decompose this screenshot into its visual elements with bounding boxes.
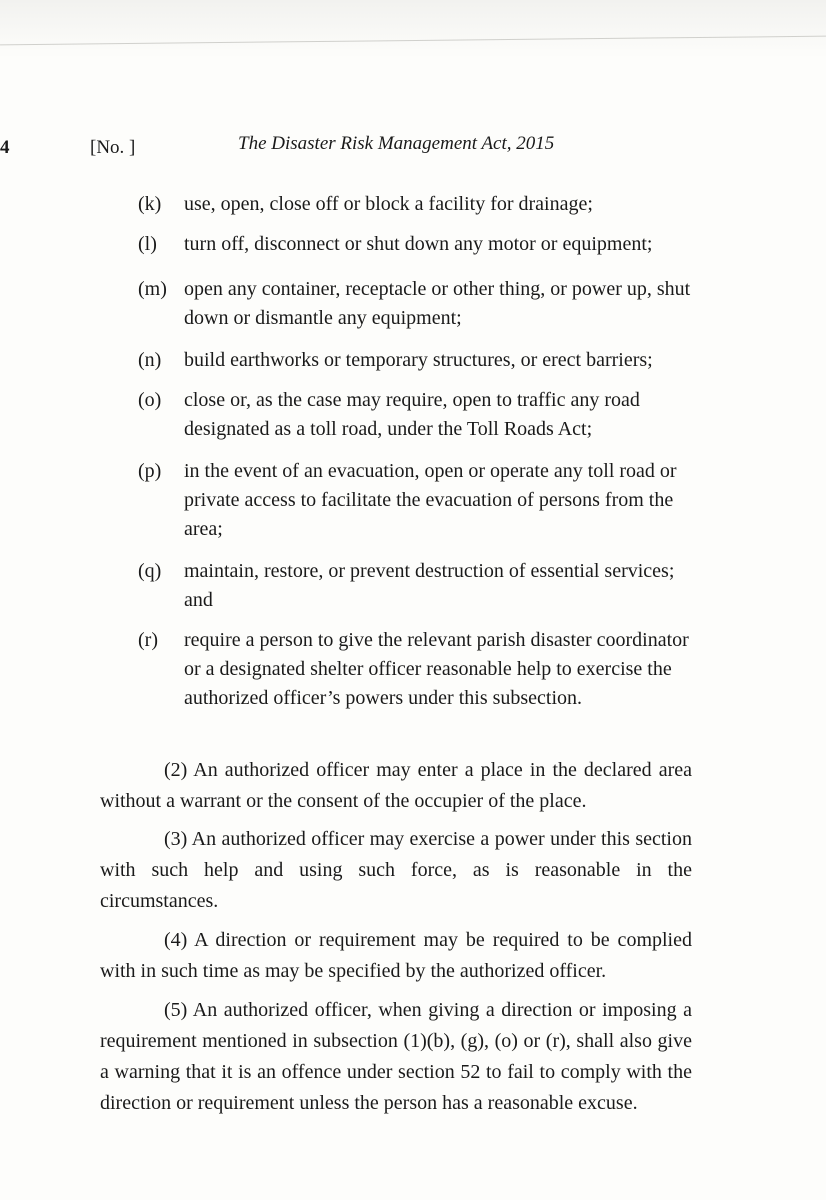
item-text: close or, as the case may require, open to traffic any road designated as a toll road, under the Toll Roads Act;	[184, 389, 640, 440]
subsection-5	[100, 995, 692, 1119]
item-text: use, open, close off or block a facility for drainage;	[184, 193, 593, 215]
subsection-number: (2)	[164, 759, 188, 781]
subsection-3	[100, 824, 692, 917]
subsection-number: (5)	[164, 999, 188, 1021]
item-label: (q)	[138, 560, 162, 582]
running-title: The Disaster Risk Management Act, 2015	[238, 133, 555, 154]
item-label: (m)	[138, 278, 167, 300]
subsection-number: (3)	[164, 828, 188, 850]
list-item-q	[138, 557, 698, 615]
list-item-o	[138, 386, 698, 444]
item-label: (l)	[138, 233, 157, 255]
item-label: (r)	[138, 629, 158, 651]
list-item-n	[138, 346, 698, 375]
item-text: build earthworks or temporary structures, or erect barriers;	[184, 349, 653, 371]
item-text: maintain, restore, or prevent destruction of essential services; and	[184, 560, 675, 611]
item-text: require a person to give the relevant parish disaster coordinator or a designated shelter officer reasonable help to exercise the authorized officer’s powers under this subsection.	[184, 629, 689, 709]
subsection-2	[100, 755, 692, 817]
subsection-number: (4)	[164, 929, 188, 951]
list-item-m	[138, 275, 698, 333]
act-number-bracket: [No. ]	[90, 137, 136, 158]
item-label: (n)	[138, 349, 162, 371]
item-label: (k)	[138, 193, 162, 215]
scan-shadow	[0, 0, 826, 58]
list-item-p	[138, 457, 698, 544]
subsection-text: An authorized officer may exercise a power under this section with such help and using such force, as is reasonable in the circumstances.	[100, 828, 692, 912]
list-item-k	[138, 190, 698, 219]
subsection-text: A direction or requirement may be required to be complied with in such time as may be specified by the authorized officer.	[100, 929, 692, 982]
item-text: in the event of an evacuation, open or operate any toll road or private access to facilitate the evacuation of persons from the area;	[184, 460, 677, 540]
item-text: open any container, receptacle or other thing, or power up, shut down or dismantle any equipment;	[184, 278, 691, 329]
subsection-4	[100, 925, 692, 987]
page-number: 4	[0, 137, 10, 158]
list-item-r	[138, 626, 698, 713]
subsection-text: An authorized officer, when giving a direction or imposing a requirement mentioned in subsection (1)(b), (g), (o) or (r), shall also give a warning that it is an offence under section 52 to fail to comply with the direction or requirement unless the person has a reasonable excuse.	[100, 999, 692, 1114]
item-text: turn off, disconnect or shut down any motor or equipment;	[184, 233, 653, 255]
item-label: (o)	[138, 389, 162, 411]
list-item-l	[138, 230, 698, 259]
subsection-text: An authorized officer may enter a place in the declared area without a warrant or the consent of the occupier of the place.	[100, 759, 692, 812]
item-label: (p)	[138, 460, 162, 482]
